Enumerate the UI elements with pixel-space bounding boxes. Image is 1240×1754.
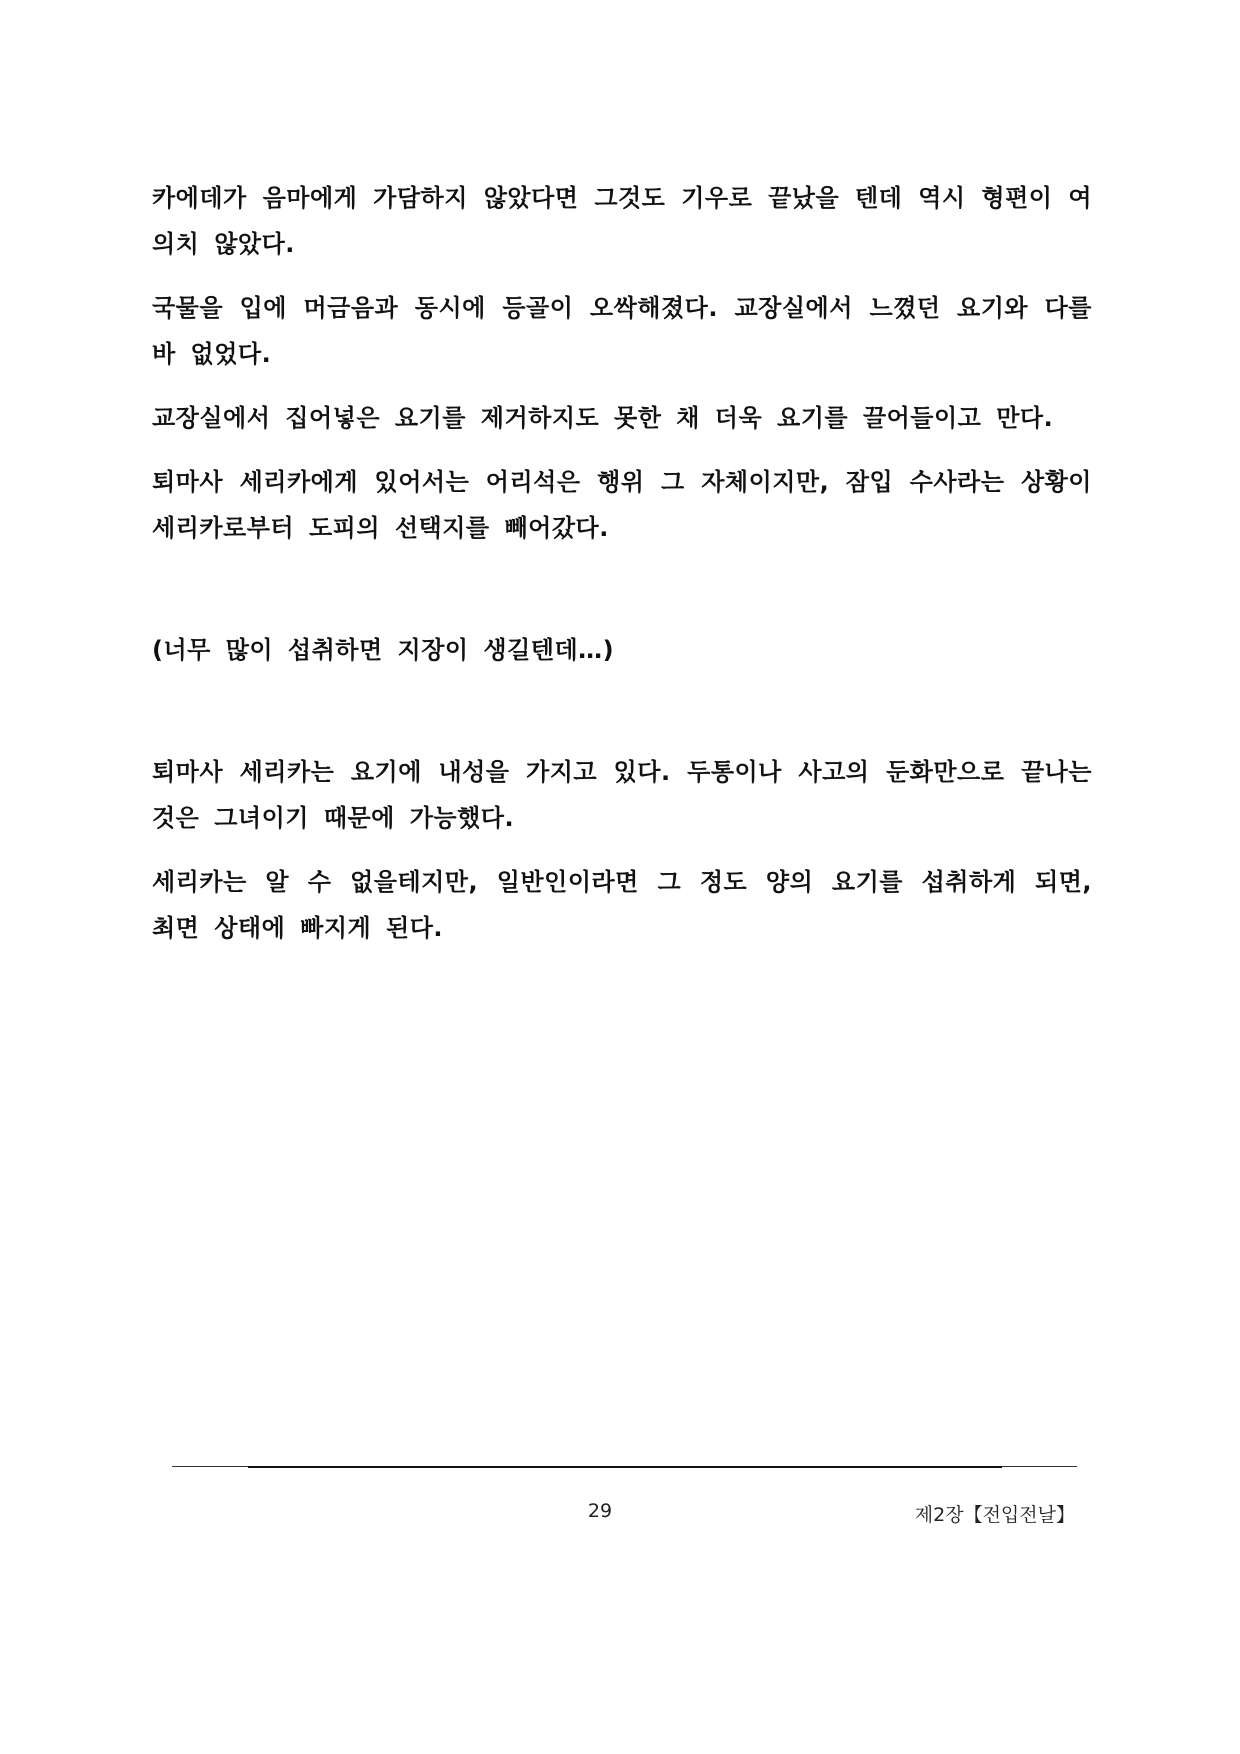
paragraph: 세리카는 알 수 없을테지만, 일반인이라면 그 정도 양의 요기를 섭취하게 되면, 최면 상태에 빠지게 된다. <box>152 868 1092 942</box>
paragraph: 퇴마사 세리카는 요기에 내성을 가지고 있다. 두통이나 사고의 둔화만으로 끝나는 것은 그녀이기 때문에 가능했다. <box>152 758 1092 832</box>
paragraph: 퇴마사 세리카에게 있어서는 어리석은 행위 그 자체이지만, 잠입 수사라는 상황이 세리카로부터 도피의 선택지를 빼어갔다. <box>152 468 1092 542</box>
footer-divider-thick <box>248 1466 1002 1468</box>
body-text <box>152 175 1092 969</box>
chapter-label: 제2장【전입전날】 <box>914 1504 1075 1526</box>
page-number: 29 <box>587 1500 613 1522</box>
paragraph: 카에데가 음마에게 가담하지 않았다면 그것도 기우로 끝났을 텐데 역시 형편이 여의치 않았다. <box>152 184 1092 258</box>
inner-thought-paragraph: (너무 많이 섭취하면 지장이 생길텐데…) <box>152 636 615 664</box>
paragraph: 국물을 입에 머금음과 동시에 등골이 오싹해졌다. 교장실에서 느꼈던 요기와 다를 바 없었다. <box>152 294 1092 368</box>
paragraph: 교장실에서 집어넣은 요기를 제거하지도 못한 채 더욱 요기를 끌어들이고 만다. <box>152 404 1054 432</box>
